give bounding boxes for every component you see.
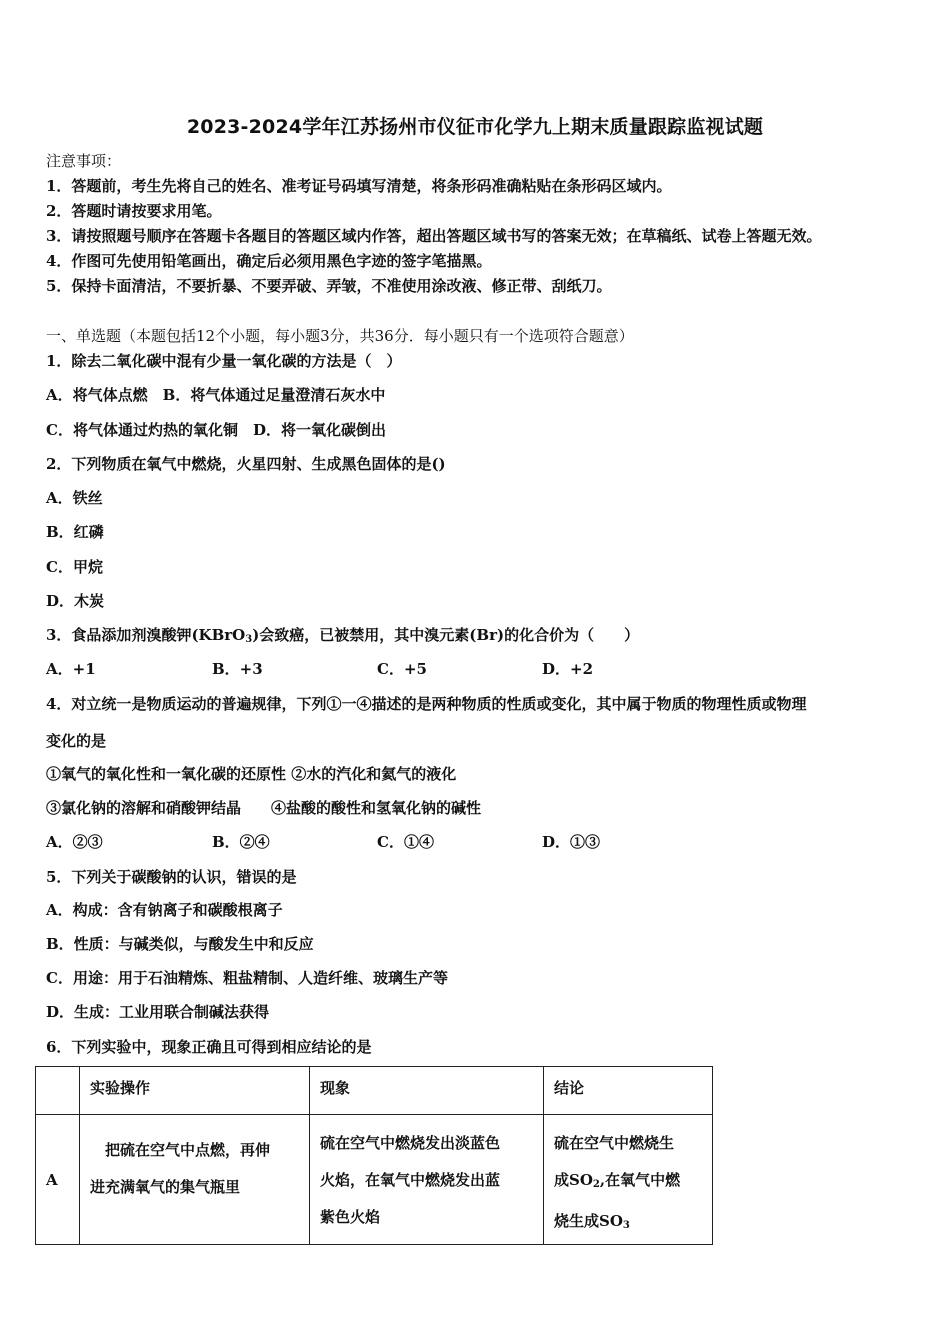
conclusion-line (554, 1162, 702, 1203)
question-5-option-c: C．用途：用于石油精炼、粗盐精制、人造纤维、玻璃生产等 (46, 969, 448, 987)
conclusion-pre: 烧生成SO (554, 1212, 623, 1230)
header-operation: 实验操作 (80, 1067, 310, 1115)
question-5-option-a: A．构成：含有钠离子和碳酸根离子 (46, 901, 283, 919)
notice-item: 1．答题前，考生先将自己的姓名、准考证号码填写清楚，将条形码准确粘贴在条形码区域内。 (46, 177, 672, 195)
question-4-item: ③氯化钠的溶解和硝酸钾结晶 ④盐酸的酸性和氢氧化钠的碱性 (46, 799, 482, 817)
operation-line: 把硫在空气中点燃，再伸 (90, 1141, 271, 1159)
header-conclusion: 结论 (544, 1067, 713, 1115)
question-3-option-d: D．+2 (542, 660, 594, 678)
question-1-options-cd: C．将气体通过灼热的氧化铜 D．将一氧化碳倒出 (46, 421, 386, 439)
conclusion-line: 硫在空气中燃烧生 (554, 1134, 675, 1152)
question-4-option-a: A．②③ (46, 833, 103, 851)
conclusion-pre: 成SO (554, 1171, 593, 1189)
question-2-option-d: D．木炭 (46, 592, 105, 610)
table-row (36, 1115, 713, 1245)
question-4-option-b: B．②④ (212, 833, 270, 851)
question-4-option-c: C．①④ (377, 833, 434, 851)
notice-item: 3．请按照题号顺序在答题卡各题目的答题区域内作答，超出答题区域书写的答案无效；在草稿纸、试卷上答题无效。 (46, 227, 822, 245)
conclusion-cell (544, 1115, 713, 1245)
conclusion-line (554, 1203, 702, 1244)
section-heading: 一、单选题（本题包括12个小题，每小题3分，共36分．每小题只有一个选项符合题意） (46, 327, 634, 345)
question-3-option-c: C．+5 (377, 660, 427, 678)
question-5-stem: 5．下列关于碳酸钠的认识，错误的是 (46, 868, 297, 886)
question-4-stem: 4．对立统一是物质运动的普遍规律，下列①一④描述的是两种物质的性质或变化，其中属于物质的物理性质或物理 (46, 695, 807, 713)
question-4-stem-cont: 变化的是 (46, 732, 107, 750)
notice-heading: 注意事项： (46, 152, 122, 170)
operation-line: 进充满氧气的集气瓶里 (90, 1178, 241, 1196)
question-3-stem-post: )会致癌，已被禁用，其中溴元素(Br)的化合价为（ ） (252, 626, 640, 644)
header-phenomenon: 现象 (310, 1067, 544, 1115)
conclusion-sub: 2 (592, 1179, 600, 1190)
question-4-item: ①氧气的氧化性和一氧化碳的还原性 ②水的汽化和氦气的液化 (46, 765, 457, 783)
row-label: A (36, 1115, 80, 1245)
notice-item: 2．答题时请按要求用笔。 (46, 202, 222, 220)
table-corner-cell (36, 1067, 80, 1115)
page-title: 2023-2024学年江苏扬州市仪征市化学九上期末质量跟踪监视试题 (186, 116, 764, 138)
question-2-stem: 2．下列物质在氧气中燃烧，火星四射、生成黑色固体的是() (46, 455, 446, 473)
phenomenon-line: 硫在空气中燃烧发出淡蓝色 (320, 1134, 501, 1152)
question-1-options-ab: A．将气体点燃 B．将气体通过足量澄清石灰水中 (46, 386, 386, 404)
question-6-stem: 6．下列实验中，现象正确且可得到相应结论的是 (46, 1038, 372, 1056)
question-3-option-a: A．+1 (46, 660, 96, 678)
conclusion-sub: 3 (622, 1220, 630, 1231)
phenomenon-cell (310, 1115, 544, 1245)
table-header-row (36, 1067, 713, 1115)
question-2-option-b: B．红磷 (46, 523, 104, 541)
phenomenon-line: 火焰，在氧气中燃烧发出蓝 (320, 1171, 501, 1189)
question-3-stem (46, 625, 639, 650)
question-5-option-d: D．生成：工业用联合制碱法获得 (46, 1003, 270, 1021)
phenomenon-line: 紫色火焰 (320, 1208, 381, 1226)
question-4-option-d: D．①③ (542, 833, 601, 851)
notice-item: 5．保持卡面清洁，不要折暴、不要弄破、弄皱，不准使用涂改液、修正带、刮纸刀。 (46, 277, 612, 295)
question-5-option-b: B．性质：与碱类似，与酸发生中和反应 (46, 935, 314, 953)
experiment-table (35, 1066, 713, 1245)
question-3-stem-sub: 3 (245, 634, 253, 645)
question-2-option-c: C．甲烷 (46, 558, 103, 576)
question-3-stem-pre: 3．食品添加剂溴酸钾(KBrO (46, 626, 246, 644)
notice-item: 4．作图可先使用铅笔画出，确定后必须用黑色字迹的签字笔描黑。 (46, 252, 492, 270)
operation-cell (80, 1115, 310, 1245)
question-2-option-a: A．铁丝 (46, 489, 103, 507)
question-1-stem: 1．除去二氧化碳中混有少量一氧化碳的方法是（ ） (46, 352, 402, 370)
conclusion-post: ,在氧气中燃 (599, 1171, 681, 1189)
question-3-option-b: B．+3 (212, 660, 263, 678)
